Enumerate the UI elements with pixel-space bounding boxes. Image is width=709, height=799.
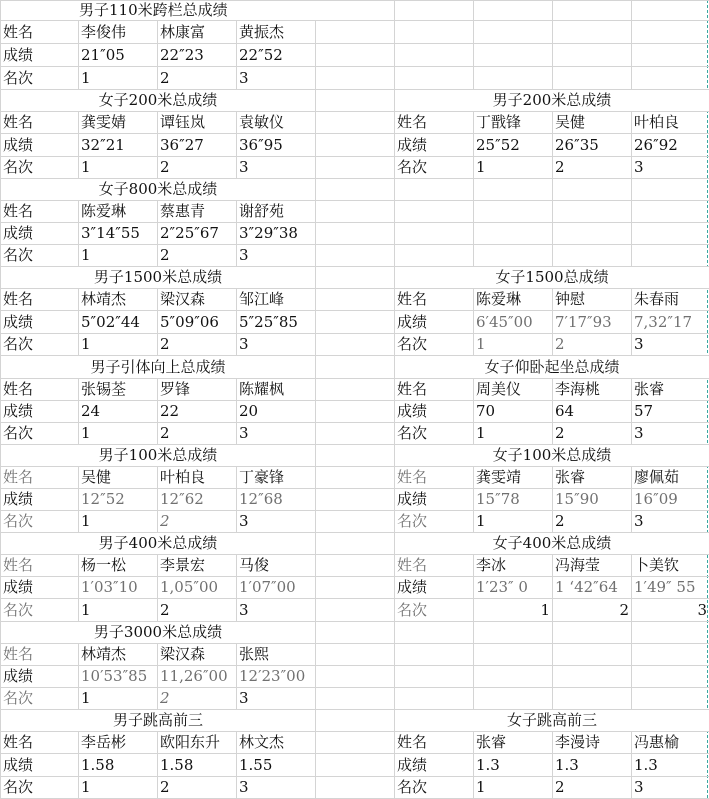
row-label-score[interactable]: 成绩 bbox=[3, 490, 34, 508]
score-cell[interactable]: 6′45″00 bbox=[476, 313, 533, 331]
score-cell[interactable]: 26″35 bbox=[555, 136, 599, 154]
score-cell[interactable]: 32″21 bbox=[81, 136, 125, 154]
athlete-name-cell[interactable]: 李冰 bbox=[476, 556, 507, 574]
score-cell[interactable]: 7′17″93 bbox=[555, 313, 612, 331]
event-title[interactable]: 男子400米总成绩 bbox=[1, 533, 315, 554]
rank-cell[interactable]: 3 bbox=[239, 512, 249, 530]
athlete-name-cell[interactable]: 叶柏良 bbox=[160, 468, 206, 486]
row-label-name[interactable]: 姓名 bbox=[3, 113, 34, 131]
row-label-name[interactable]: 姓名 bbox=[3, 733, 34, 751]
score-cell[interactable]: 12″62 bbox=[160, 490, 204, 508]
row-label-score[interactable]: 成绩 bbox=[3, 667, 34, 685]
row-label-rank[interactable]: 名次 bbox=[3, 335, 34, 353]
rank-cell[interactable]: 2 bbox=[555, 335, 565, 353]
score-cell[interactable]: 1 ‘42″64 bbox=[555, 578, 618, 596]
row-label-rank[interactable]: 名次 bbox=[3, 158, 34, 176]
athlete-name-cell[interactable]: 谭钰岚 bbox=[160, 113, 206, 131]
row-label-score[interactable]: 成绩 bbox=[3, 402, 34, 420]
athlete-name-cell[interactable]: 陈爱琳 bbox=[476, 290, 522, 308]
athlete-name-cell[interactable]: 梁汉森 bbox=[160, 645, 206, 663]
row-label-score[interactable]: 成绩 bbox=[3, 313, 34, 331]
athlete-name-cell[interactable]: 马俊 bbox=[239, 556, 270, 574]
row-label-rank[interactable]: 名次 bbox=[3, 69, 34, 87]
row-label-score[interactable]: 成绩 bbox=[3, 46, 34, 64]
rank-cell[interactable]: 3 bbox=[239, 601, 249, 619]
athlete-name-cell[interactable]: 林文杰 bbox=[239, 733, 285, 751]
rank-cell[interactable]: 3 bbox=[634, 512, 644, 530]
rank-cell[interactable]: 2 bbox=[555, 158, 565, 176]
row-label-score[interactable]: 成绩 bbox=[397, 402, 428, 420]
athlete-name-cell[interactable]: 冯海莹 bbox=[555, 556, 601, 574]
score-cell[interactable]: 7,32″17 bbox=[634, 313, 693, 331]
score-cell[interactable]: 22″52 bbox=[239, 46, 283, 64]
rank-cell[interactable]: 2 bbox=[160, 158, 170, 176]
score-cell[interactable]: 1′07″00 bbox=[239, 578, 296, 596]
rank-cell[interactable]: 2 bbox=[555, 512, 565, 530]
score-cell[interactable]: 11,26″00 bbox=[160, 667, 228, 685]
rank-cell[interactable]: 2 bbox=[160, 689, 170, 707]
rank-cell[interactable]: 1 bbox=[81, 778, 91, 796]
athlete-name-cell[interactable]: 龚雯靖 bbox=[476, 468, 522, 486]
athlete-name-cell[interactable]: 吴健 bbox=[555, 113, 586, 131]
row-label-score[interactable]: 成绩 bbox=[3, 578, 34, 596]
score-cell[interactable]: 12″68 bbox=[239, 490, 283, 508]
rank-cell[interactable]: 1 bbox=[81, 689, 91, 707]
score-cell[interactable]: 1.58 bbox=[81, 756, 115, 774]
rank-cell[interactable]: 3 bbox=[239, 158, 249, 176]
score-cell[interactable]: 5″02″44 bbox=[81, 313, 140, 331]
row-label-name[interactable]: 姓名 bbox=[3, 380, 34, 398]
row-label-name[interactable]: 姓名 bbox=[3, 202, 34, 220]
grid-column-line bbox=[315, 0, 316, 798]
score-cell[interactable]: 3″29″38 bbox=[239, 224, 298, 242]
score-cell[interactable]: 5″25″85 bbox=[239, 313, 298, 331]
row-label-name[interactable]: 姓名 bbox=[3, 290, 34, 308]
athlete-name-cell[interactable]: 张睿 bbox=[476, 733, 507, 751]
score-cell[interactable]: 64 bbox=[555, 402, 575, 420]
score-cell[interactable]: 3″14″55 bbox=[81, 224, 140, 242]
row-label-name[interactable]: 姓名 bbox=[397, 113, 428, 131]
event-title[interactable]: 男子100米总成绩 bbox=[1, 445, 315, 466]
rank-cell[interactable]: 3 bbox=[239, 689, 249, 707]
athlete-name-cell[interactable]: 张睿 bbox=[555, 468, 586, 486]
score-cell[interactable]: 15″78 bbox=[476, 490, 520, 508]
row-label-name[interactable]: 姓名 bbox=[3, 556, 34, 574]
rank-cell[interactable]: 1 bbox=[81, 246, 91, 264]
event-title[interactable]: 男子3000米总成绩 bbox=[1, 622, 315, 643]
athlete-name-cell[interactable]: 丁戬锋 bbox=[476, 113, 522, 131]
score-cell[interactable]: 1.3 bbox=[555, 756, 579, 774]
score-cell[interactable]: 1.3 bbox=[476, 756, 500, 774]
athlete-name-cell[interactable]: 张睿 bbox=[634, 380, 665, 398]
row-label-rank[interactable]: 名次 bbox=[397, 512, 428, 530]
athlete-name-cell[interactable]: 丁豪锋 bbox=[239, 468, 285, 486]
score-cell[interactable]: 21″05 bbox=[81, 46, 125, 64]
rank-cell[interactable]: 1 bbox=[476, 424, 486, 442]
athlete-name-cell[interactable]: 卜美钦 bbox=[634, 556, 680, 574]
athlete-name-cell[interactable]: 龚雯婧 bbox=[81, 113, 127, 131]
athlete-name-cell[interactable]: 蔡惠青 bbox=[160, 202, 206, 220]
score-cell[interactable]: 36″95 bbox=[239, 136, 283, 154]
row-label-rank[interactable]: 名次 bbox=[3, 246, 34, 264]
rank-cell[interactable]: 2 bbox=[160, 601, 170, 619]
athlete-name-cell[interactable]: 李岳彬 bbox=[81, 733, 127, 751]
row-label-name[interactable]: 姓名 bbox=[3, 468, 34, 486]
athlete-name-cell[interactable]: 袁敏仪 bbox=[239, 113, 285, 131]
rank-cell[interactable]: 1 bbox=[476, 778, 486, 796]
row-label-rank[interactable]: 名次 bbox=[3, 424, 34, 442]
score-cell[interactable]: 22 bbox=[160, 402, 180, 420]
score-cell[interactable]: 15″90 bbox=[555, 490, 599, 508]
score-cell[interactable]: 10′53″85 bbox=[81, 667, 148, 685]
athlete-name-cell[interactable]: 叶柏良 bbox=[634, 113, 680, 131]
athlete-name-cell[interactable]: 钟慰 bbox=[555, 290, 586, 308]
rank-cell[interactable]: 1 bbox=[476, 512, 486, 530]
row-label-name[interactable]: 姓名 bbox=[3, 23, 34, 41]
event-title[interactable]: 女子400米总成绩 bbox=[395, 533, 709, 554]
athlete-name-cell[interactable]: 杨一松 bbox=[81, 556, 127, 574]
score-cell[interactable]: 1.55 bbox=[239, 756, 273, 774]
athlete-name-cell[interactable]: 张熙 bbox=[239, 645, 270, 663]
rank-cell[interactable]: 3 bbox=[634, 335, 644, 353]
row-label-score[interactable]: 成绩 bbox=[397, 578, 428, 596]
row-label-rank[interactable]: 名次 bbox=[3, 689, 34, 707]
row-label-rank[interactable]: 名次 bbox=[3, 601, 34, 619]
row-label-rank[interactable]: 名次 bbox=[397, 601, 428, 619]
athlete-name-cell[interactable]: 李景宏 bbox=[160, 556, 206, 574]
score-cell[interactable]: 25″52 bbox=[476, 136, 520, 154]
row-label-name[interactable]: 姓名 bbox=[397, 733, 428, 751]
score-cell[interactable]: 2″25″67 bbox=[160, 224, 219, 242]
score-cell[interactable]: 57 bbox=[634, 402, 654, 420]
athlete-name-cell[interactable]: 林康富 bbox=[160, 23, 206, 41]
athlete-name-cell[interactable]: 张锡荃 bbox=[81, 380, 127, 398]
event-title[interactable]: 女子800米总成绩 bbox=[1, 179, 315, 200]
row-label-rank[interactable]: 名次 bbox=[397, 158, 428, 176]
rank-cell[interactable]: 2 bbox=[160, 778, 170, 796]
row-label-rank[interactable]: 名次 bbox=[397, 778, 428, 796]
score-cell[interactable]: 24 bbox=[81, 402, 101, 420]
athlete-name-cell[interactable]: 罗锋 bbox=[160, 380, 191, 398]
rank-cell[interactable]: 3 bbox=[697, 601, 707, 619]
row-label-score[interactable]: 成绩 bbox=[3, 224, 34, 242]
score-cell[interactable]: 36″27 bbox=[160, 136, 204, 154]
event-title[interactable]: 男子引体向上总成绩 bbox=[1, 356, 315, 378]
rank-cell[interactable]: 2 bbox=[160, 512, 170, 530]
athlete-name-cell[interactable]: 梁汉森 bbox=[160, 290, 206, 308]
rank-cell[interactable]: 1 bbox=[476, 335, 486, 353]
rank-cell[interactable]: 3 bbox=[239, 424, 249, 442]
athlete-name-cell[interactable]: 黄振杰 bbox=[239, 23, 285, 41]
event-title[interactable]: 女子跳高前三 bbox=[395, 710, 709, 731]
row-label-rank[interactable]: 名次 bbox=[397, 424, 428, 442]
score-cell[interactable]: 12″52 bbox=[81, 490, 125, 508]
event-title[interactable]: 男子200米总成绩 bbox=[395, 90, 709, 111]
rank-cell[interactable]: 2 bbox=[160, 424, 170, 442]
rank-cell[interactable]: 2 bbox=[555, 778, 565, 796]
rank-cell[interactable]: 1 bbox=[476, 158, 486, 176]
score-cell[interactable]: 5″09″06 bbox=[160, 313, 219, 331]
event-title[interactable]: 男子1500米总成绩 bbox=[1, 267, 315, 288]
athlete-name-cell[interactable]: 陈耀枫 bbox=[239, 380, 285, 398]
event-title[interactable]: 男子跳高前三 bbox=[1, 710, 315, 731]
event-title[interactable]: 女子1500总成绩 bbox=[395, 267, 709, 288]
rank-cell[interactable]: 3 bbox=[634, 158, 644, 176]
rank-cell[interactable]: 1 bbox=[540, 601, 550, 619]
athlete-name-cell[interactable]: 陈爱琳 bbox=[81, 202, 127, 220]
event-title[interactable]: 女子200米总成绩 bbox=[1, 90, 315, 111]
rank-cell[interactable]: 2 bbox=[619, 601, 629, 619]
athlete-name-cell[interactable]: 吴健 bbox=[81, 468, 112, 486]
score-cell[interactable]: 26″92 bbox=[634, 136, 678, 154]
row-label-name[interactable]: 姓名 bbox=[3, 645, 34, 663]
athlete-name-cell[interactable]: 李海桃 bbox=[555, 380, 601, 398]
row-label-score[interactable]: 成绩 bbox=[397, 756, 428, 774]
score-cell[interactable]: 1′23″ 0 bbox=[476, 578, 528, 596]
row-label-name[interactable]: 姓名 bbox=[397, 290, 428, 308]
score-cell[interactable]: 16″09 bbox=[634, 490, 678, 508]
rank-cell[interactable]: 3 bbox=[634, 778, 644, 796]
athlete-name-cell[interactable]: 谢舒苑 bbox=[239, 202, 285, 220]
athlete-name-cell[interactable]: 廖佩茹 bbox=[634, 468, 680, 486]
rank-cell[interactable]: 2 bbox=[555, 424, 565, 442]
athlete-name-cell[interactable]: 邹江峰 bbox=[239, 290, 285, 308]
rank-cell[interactable]: 1 bbox=[81, 158, 91, 176]
rank-cell[interactable]: 3 bbox=[239, 778, 249, 796]
row-label-rank[interactable]: 名次 bbox=[3, 778, 34, 796]
score-cell[interactable]: 22″23 bbox=[160, 46, 204, 64]
score-cell[interactable]: 12′23″00 bbox=[239, 667, 306, 685]
athlete-name-cell[interactable]: 朱春雨 bbox=[634, 290, 680, 308]
score-cell[interactable]: 70 bbox=[476, 402, 496, 420]
score-cell[interactable]: 20 bbox=[239, 402, 259, 420]
event-title[interactable]: 男子110米跨栏总成绩 bbox=[1, 1, 393, 20]
rank-cell[interactable]: 2 bbox=[160, 69, 170, 87]
row-label-rank[interactable]: 名次 bbox=[3, 512, 34, 530]
rank-cell[interactable]: 1 bbox=[81, 601, 91, 619]
row-label-rank[interactable]: 名次 bbox=[397, 335, 428, 353]
rank-cell[interactable]: 1 bbox=[81, 424, 91, 442]
row-label-name[interactable]: 姓名 bbox=[397, 556, 428, 574]
event-title[interactable]: 女子100米总成绩 bbox=[395, 445, 709, 466]
rank-cell[interactable]: 1 bbox=[81, 335, 91, 353]
row-label-score[interactable]: 成绩 bbox=[397, 490, 428, 508]
score-cell[interactable]: 1′03″10 bbox=[81, 578, 138, 596]
row-label-score[interactable]: 成绩 bbox=[3, 756, 34, 774]
rank-cell[interactable]: 3 bbox=[239, 69, 249, 87]
athlete-name-cell[interactable]: 林靖杰 bbox=[81, 290, 127, 308]
athlete-name-cell[interactable]: 李俊伟 bbox=[81, 23, 127, 41]
rank-cell[interactable]: 3 bbox=[239, 246, 249, 264]
rank-cell[interactable]: 3 bbox=[634, 424, 644, 442]
score-cell[interactable]: 1.58 bbox=[160, 756, 194, 774]
row-label-name[interactable]: 姓名 bbox=[397, 380, 428, 398]
event-title[interactable]: 女子仰卧起坐总成绩 bbox=[395, 356, 709, 378]
athlete-name-cell[interactable]: 林靖杰 bbox=[81, 645, 127, 663]
rank-cell[interactable]: 1 bbox=[81, 512, 91, 530]
row-label-score[interactable]: 成绩 bbox=[397, 313, 428, 331]
score-cell[interactable]: 1′49″ 55 bbox=[634, 578, 696, 596]
athlete-name-cell[interactable]: 李漫诗 bbox=[555, 733, 601, 751]
row-label-score[interactable]: 成绩 bbox=[397, 136, 428, 154]
row-label-name[interactable]: 姓名 bbox=[397, 468, 428, 486]
row-label-score[interactable]: 成绩 bbox=[3, 136, 34, 154]
athlete-name-cell[interactable]: 欧阳东升 bbox=[160, 733, 221, 751]
athlete-name-cell[interactable]: 冯惠榆 bbox=[634, 733, 680, 751]
rank-cell[interactable]: 3 bbox=[239, 335, 249, 353]
score-cell[interactable]: 1,05″00 bbox=[160, 578, 219, 596]
score-cell[interactable]: 1.3 bbox=[634, 756, 658, 774]
rank-cell[interactable]: 2 bbox=[160, 246, 170, 264]
rank-cell[interactable]: 2 bbox=[160, 335, 170, 353]
rank-cell[interactable]: 1 bbox=[81, 69, 91, 87]
athlete-name-cell[interactable]: 周美仪 bbox=[476, 380, 522, 398]
